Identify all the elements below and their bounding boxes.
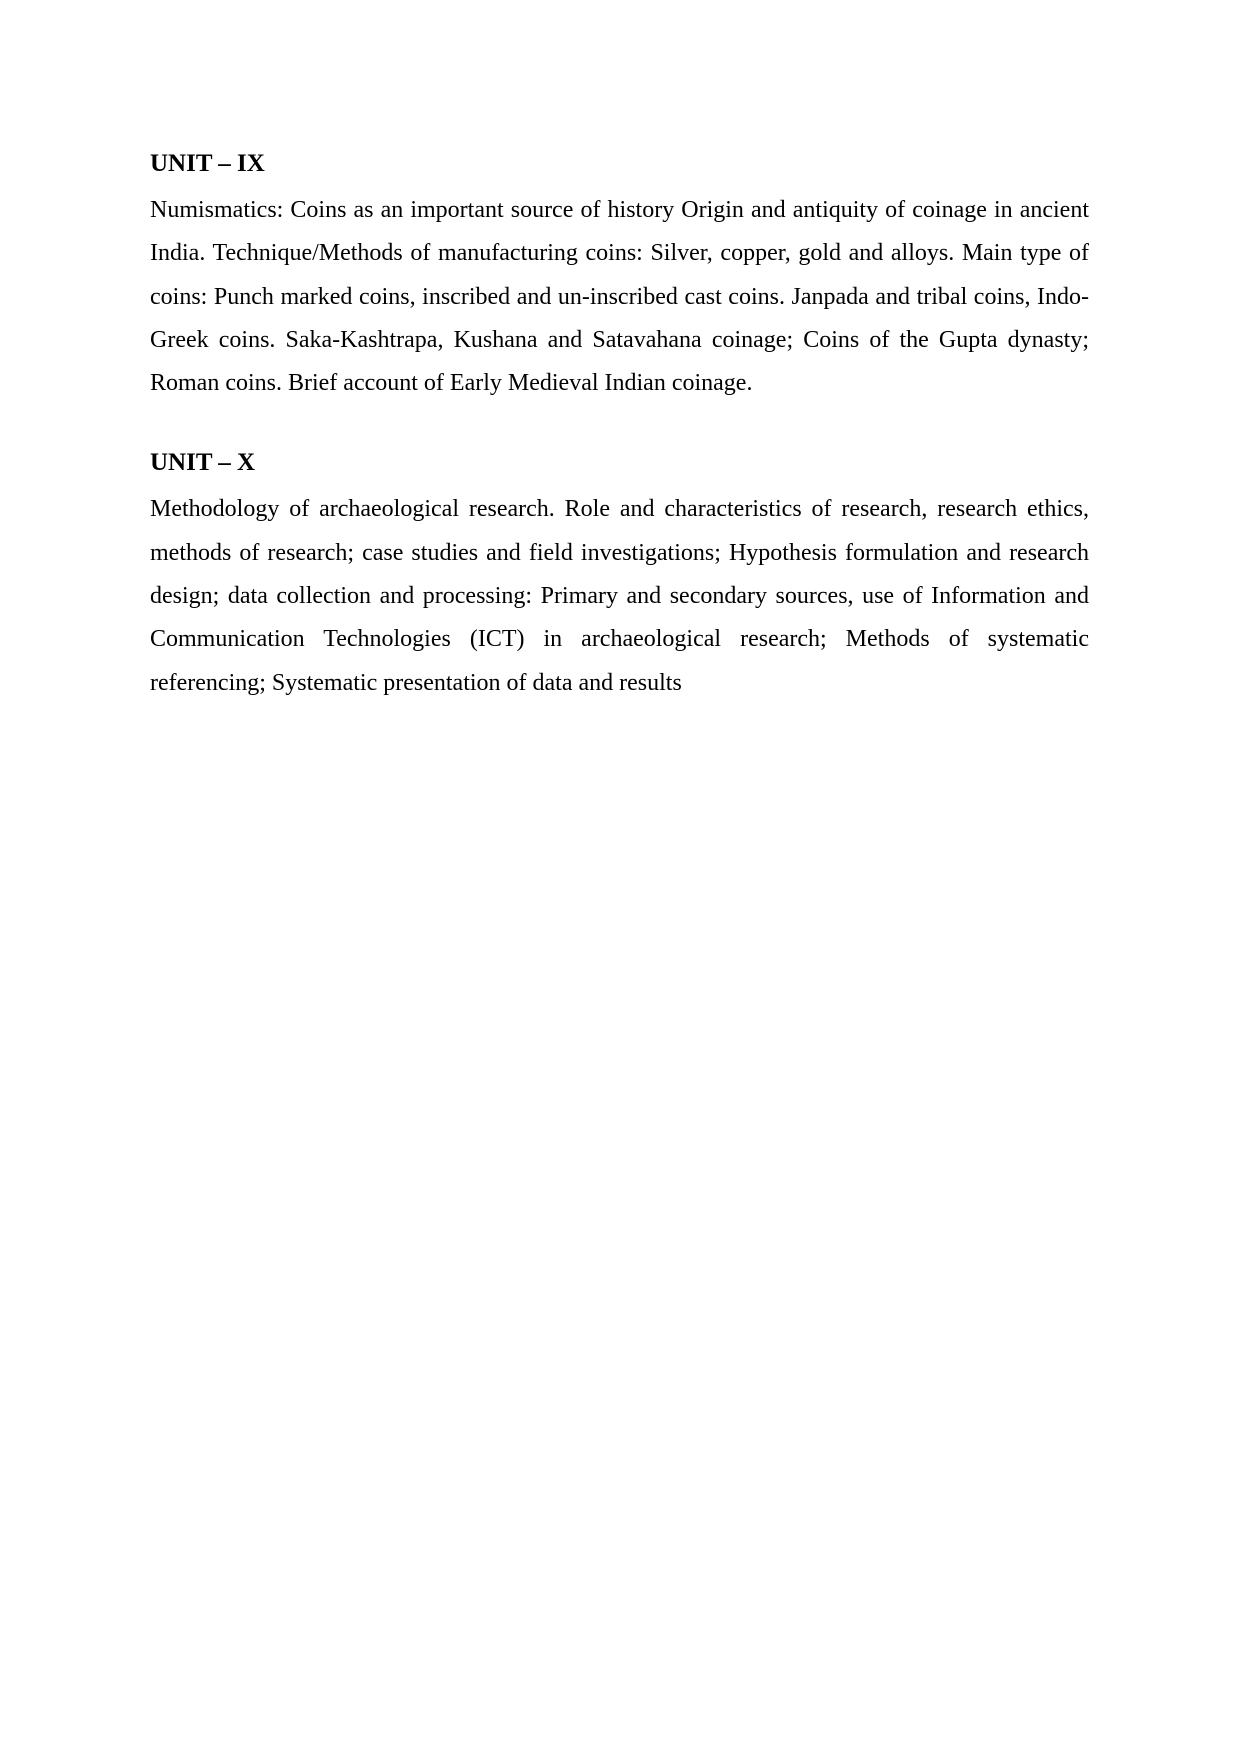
unit-x-body: Methodology of archaeological research. Role and characteristics of research, research ethics, methods of research; case studies and field investigations; Hypothesis formulation and research design; data collection and processing: Primary and secondary sources, use of Information and Communication Technologies (ICT) in archaeological research; Methods of systematic referencing; Systematic presentation of data and results <box>150 496 1089 696</box>
unit-ix-section <box>150 146 1089 405</box>
unit-x-section <box>150 445 1089 704</box>
unit-ix-body: Numismatics: Coins as an important source of history Origin and antiquity of coinage in ancient India. Technique/Methods of manufacturing coins: Silver, copper, gold and alloys. Main type of coins: Punch marked coins, inscribed and un-inscribed cast coins. Janpada and tribal coins, Indo-Greek coins. Saka-Kashtrapa, Kushana and Satavahana coinage; Coins of the Gupta dynasty; Roman coins. Brief account of Early Medieval Indian coinage. <box>150 197 1089 397</box>
page-content <box>150 146 1089 705</box>
unit-ix-heading: UNIT – IX <box>150 150 265 177</box>
unit-x-heading: UNIT – X <box>150 449 256 477</box>
